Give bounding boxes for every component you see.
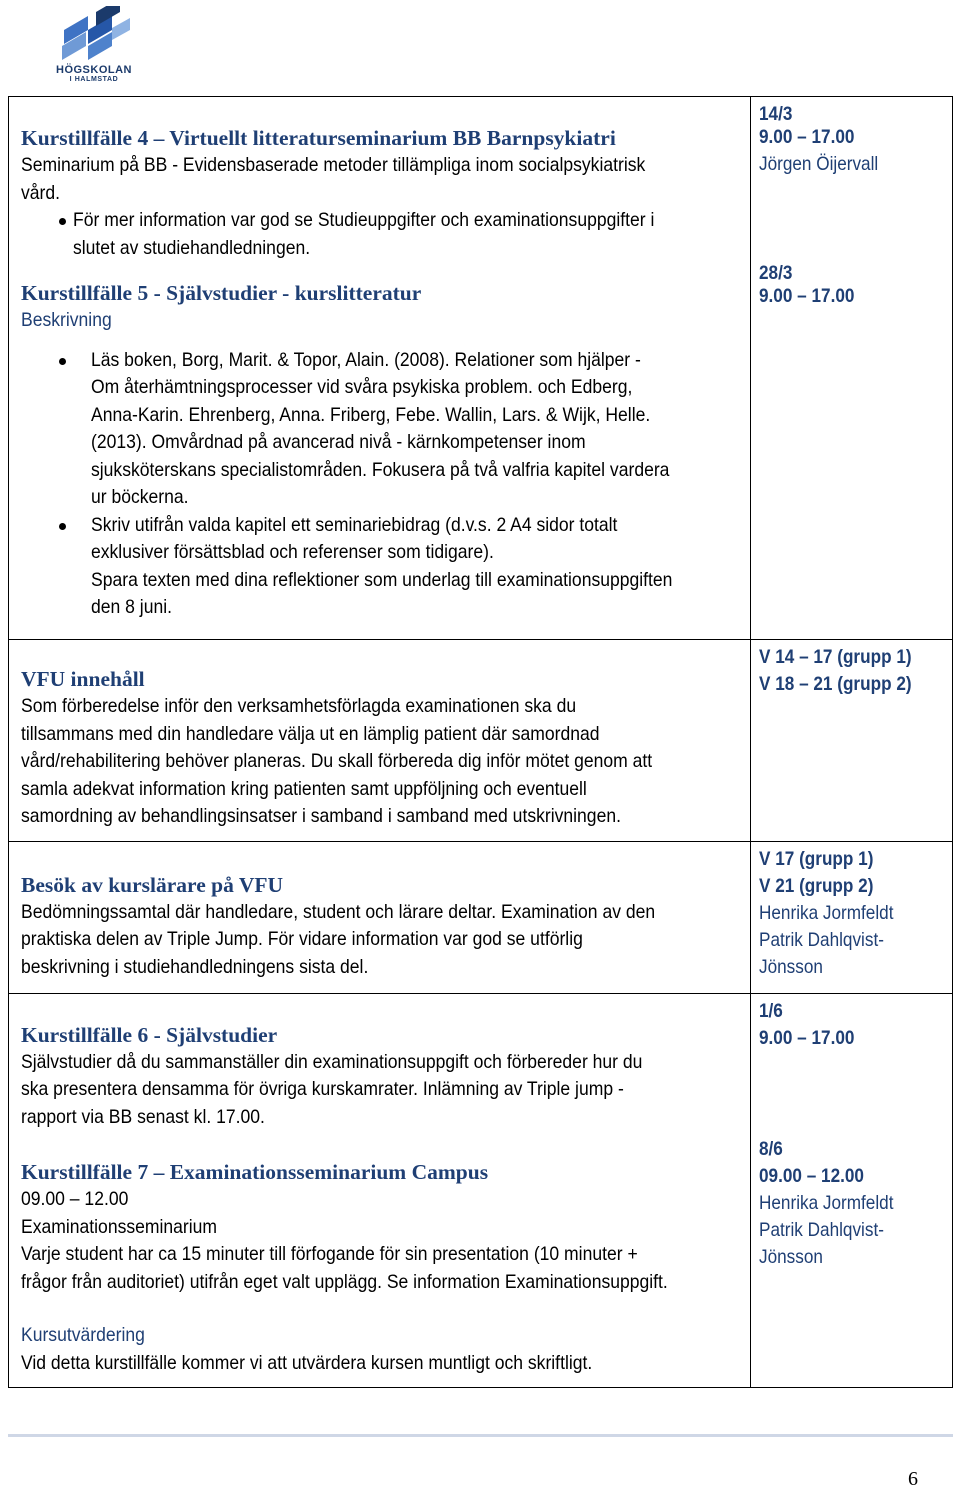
bullet-line: Läs boken, Borg, Marit. & Topor, Alain. (2008). Relationer som hjälper - — [91, 348, 641, 371]
bullet-icon — [59, 523, 66, 530]
row3-right-cell — [750, 841, 952, 993]
teacher: Henrika Jormfeldt — [758, 1191, 894, 1214]
footer-divider — [8, 1434, 953, 1437]
bullet-line: Om återhämtningsprocesser vid svåra psykiska problem. och Edberg, — [91, 376, 633, 398]
time: 9.00 – 17.00 — [758, 1026, 855, 1049]
logo-name: HÖGSKOLAN — [56, 64, 132, 76]
list-item — [21, 347, 740, 512]
paragraph-line: beskrivning i studiehandledningens sista del. — [21, 955, 369, 978]
logo-text — [34, 64, 154, 84]
row1-left-cell — [9, 97, 751, 640]
teacher: Jönsson — [758, 955, 823, 978]
week-range: V 18 – 21 (grupp 2) — [758, 673, 912, 695]
table-row — [9, 993, 953, 1388]
table-row — [9, 97, 953, 640]
bullet-line: exklusiver försättsblad och referenser som tidigare). — [91, 541, 494, 563]
evaluation-text: Vid detta kurstillfälle kommer vi att utvärdera kursen muntligt och skriftligt. — [21, 1351, 593, 1374]
paragraph-line: samla adekvat information kring patienten samt uppföljning och eventuell — [21, 777, 587, 800]
teacher: Henrika Jormfeldt — [758, 901, 894, 924]
paragraph-line: samordning av behandlingsinsatser i samband i samband med utskrivningen. — [21, 805, 621, 827]
logo-mark-icon — [34, 6, 154, 66]
time: 9.00 – 17.00 — [758, 126, 855, 148]
bullet-line: sjuksköterskans specialistområden. Fokusera på två valfria kapitel vardera — [91, 458, 670, 481]
paragraph-line: Bedömningssamtal där handledare, student och lärare deltar. Examination av den — [21, 900, 656, 923]
week-range: V 14 – 17 (grupp 1) — [758, 646, 912, 668]
bullet-icon — [59, 218, 66, 225]
paragraph-line: vård/rehabilitering behöver planeras. Du skall förbereda dig inför mötet genom att — [21, 750, 653, 772]
paragraph-line: ska presentera densamma för övriga kurskamrater. Inlämning av Triple jump - — [21, 1078, 624, 1100]
row4-right-cell — [750, 993, 952, 1388]
row1-right-cell — [750, 97, 952, 640]
session4-line: Seminarium på BB - Evidensbaserade metoder tillämpliga inom socialpsykiatrisk — [21, 154, 646, 176]
university-logo — [34, 6, 154, 90]
bullet-line: Spara texten med dina reflektioner som underlag till examinationsuppgiften — [91, 568, 673, 591]
session6-heading: Kurstillfälle 6 - Självstudier — [21, 1022, 278, 1047]
page-number: 6 — [908, 1468, 918, 1490]
date: 1/6 — [758, 999, 783, 1022]
bullet-line: (2013). Omvårdnad på avancerad nivå - kärnkompetenser inom — [91, 431, 586, 453]
paragraph-line: praktiska delen av Triple Jump. För vidare information var god se utförlig — [21, 928, 583, 950]
paragraph-line: frågor från auditoriet) utifrån eget valt upplägg. Se information Examinationsuppgift. — [21, 1270, 668, 1293]
session7-heading: Kurstillfälle 7 – Examinationsseminarium Campus — [21, 1160, 489, 1184]
bullet-line: Anna-Karin. Ehrenberg, Anna. Friberg, Febe. Wallin, Lars. & Wijk, Helle. — [91, 403, 651, 426]
schedule-table — [8, 96, 953, 1388]
visit-heading: Besök av kurslärare på VFU — [21, 872, 283, 897]
bullet-line: ur böckerna. — [91, 486, 189, 508]
paragraph-line: Examinationsseminarium — [21, 1215, 218, 1238]
paragraph-line: rapport via BB senast kl. 17.00. — [21, 1105, 265, 1128]
date: 14/3 — [758, 103, 793, 125]
row2-right-cell — [750, 640, 952, 842]
list-item — [21, 567, 740, 622]
paragraph-line: Självstudier då du sammanställer din examinationsuppgift och förbereder hur du — [21, 1050, 643, 1073]
session5-heading: Kurstillfälle 5 - Självstudier - kurslitteratur — [21, 281, 422, 305]
list-item — [21, 207, 740, 262]
bullet-line: Skriv utifrån valda kapitel ett seminariebidrag (d.v.s. 2 A4 sidor totalt — [91, 513, 618, 536]
paragraph-line: Som förberedelse inför den verksamhetsförlagda examinationen ska du — [21, 695, 577, 717]
paragraph-line: tillsammans med din handledare välja ut en lämplig patient där samordnad — [21, 722, 600, 745]
row3-left-cell — [9, 841, 751, 993]
row2-left-cell — [9, 640, 751, 842]
date: 8/6 — [758, 1137, 783, 1160]
teacher: Patrik Dahlqvist- — [758, 1218, 884, 1241]
week-range: V 21 (grupp 2) — [758, 874, 874, 897]
time: 09.00 – 12.00 — [758, 1164, 864, 1187]
session4-line: vård. — [21, 181, 61, 204]
paragraph-line: 09.00 – 12.00 — [21, 1188, 129, 1210]
time: 9.00 – 17.00 — [758, 285, 855, 307]
table-row — [9, 841, 953, 993]
description-label: Beskrivning — [21, 309, 112, 331]
list-item — [21, 512, 740, 567]
evaluation-title: Kursutvärdering — [21, 1324, 145, 1346]
bullet-icon — [59, 358, 66, 365]
teacher: Jörgen Öijervall — [758, 153, 878, 175]
logo-subname: I HALMSTAD — [69, 76, 119, 83]
paragraph-line: Varje student har ca 15 minuter till förfogande för sin presentation (10 minuter + — [21, 1243, 638, 1265]
bullet-line: För mer information var god se Studieuppgifter och examinationsuppgifter i — [73, 209, 655, 231]
week-range: V 17 (grupp 1) — [758, 847, 874, 870]
vfu-heading: VFU innehåll — [21, 667, 145, 691]
bullet-line: slutet av studiehandledningen. — [73, 236, 311, 259]
teacher: Jönsson — [758, 1245, 823, 1268]
bullet-line: den 8 juni. — [91, 596, 172, 618]
table-row — [9, 640, 953, 842]
row4-left-cell — [9, 993, 751, 1388]
session4-heading: Kurstillfälle 4 – Virtuellt litteraturseminarium BB Barnpsykiatri — [21, 126, 616, 150]
date: 28/3 — [758, 262, 793, 284]
teacher: Patrik Dahlqvist- — [758, 928, 884, 951]
